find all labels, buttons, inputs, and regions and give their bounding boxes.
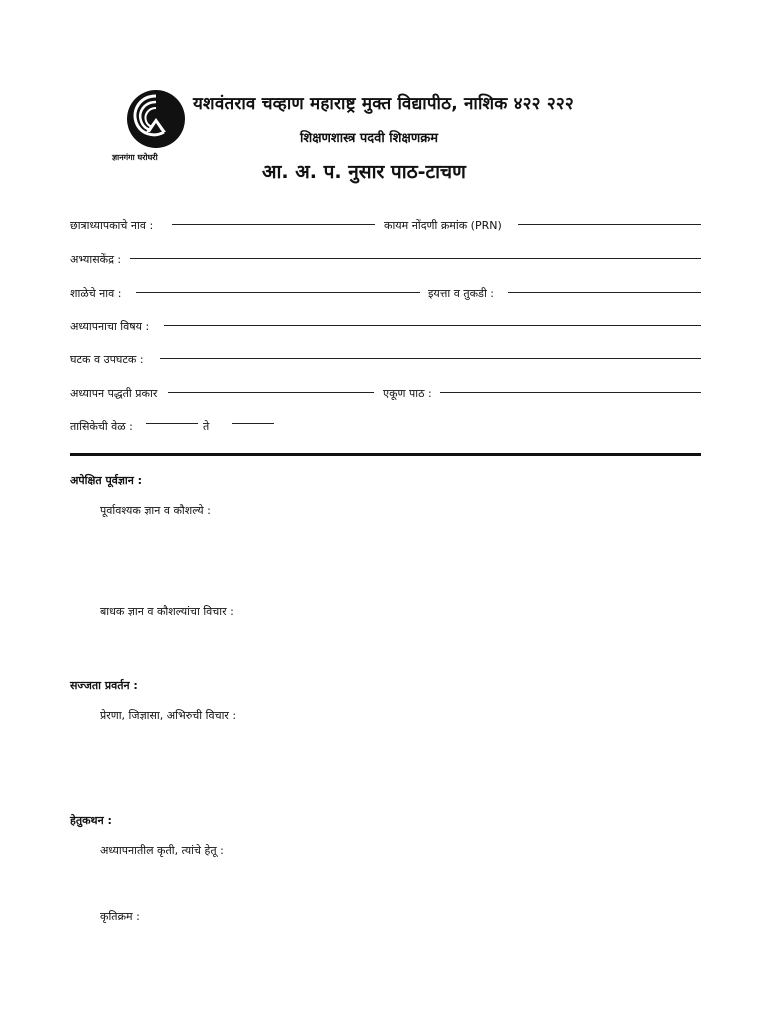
section-divider <box>70 453 701 456</box>
student-teacher-name-field[interactable] <box>172 224 375 225</box>
unit-subunit-field[interactable] <box>160 358 701 359</box>
class-division-field[interactable] <box>508 292 701 293</box>
class-division-label: इयत्ता व तुकडी : <box>428 287 494 300</box>
university-motto: ज्ञानगंगा घरोघरी <box>112 153 158 162</box>
expected-prior-knowledge-heading: अपेक्षित पूर्वज्ञान : <box>70 474 143 487</box>
hindering-knowledge-label: बाधक ज्ञान व कौशल्यांचा विचार : <box>100 605 234 618</box>
school-name-label: शाळेचे नाव : <box>70 287 122 300</box>
study-centre-field[interactable] <box>130 258 701 259</box>
prn-label: कायम नोंदणी क्रमांक (PRN) <box>384 219 502 232</box>
readiness-heading: सज्जता प्रवर्तन : <box>70 679 138 692</box>
logo-emblem-icon <box>120 88 192 150</box>
student-teacher-name-label: छात्राध्यापकाचे नाव : <box>70 219 154 232</box>
period-time-label: तासिकेची वेळ : <box>70 420 133 433</box>
teaching-method-field[interactable] <box>168 392 374 393</box>
prerequisite-knowledge-label: पूर्वावश्यक ज्ञान व कौशल्ये : <box>100 504 211 517</box>
course-name: शिक्षणशास्त्र पदवी शिक्षणक्रम <box>300 131 438 146</box>
teaching-subject-label: अध्यापनाचा विषय : <box>70 320 150 333</box>
activity-objectives-label: अध्यापनातील कृती, त्यांचे हेतू : <box>100 844 224 857</box>
period-start-field[interactable] <box>146 423 198 424</box>
university-name: यशवंतराव चव्हाण महाराष्ट्र मुक्त विद्यापीठ, नाशिक ४२२ २२२ <box>193 94 574 114</box>
form-title: आ. अ. प. नुसार पाठ-टाचण <box>262 161 466 183</box>
school-name-field[interactable] <box>136 292 420 293</box>
teaching-method-label: अध्यापन पद्धती प्रकार <box>70 387 158 400</box>
motivation-label: प्रेरणा, जिज्ञासा, अभिरुची विचार : <box>100 709 237 722</box>
unit-subunit-label: घटक व उपघटक : <box>70 353 144 366</box>
objectives-heading: हेतुकथन : <box>70 814 112 827</box>
to-label: ते <box>203 420 210 433</box>
study-centre-label: अभ्यासकेंद्र : <box>70 253 122 266</box>
total-lessons-label: एकूण पाठ : <box>383 387 432 400</box>
total-lessons-field[interactable] <box>440 392 701 393</box>
prn-field[interactable] <box>518 224 701 225</box>
activity-plan-label: कृतिक्रम : <box>100 910 140 923</box>
period-end-field[interactable] <box>232 423 274 424</box>
teaching-subject-field[interactable] <box>164 325 701 326</box>
